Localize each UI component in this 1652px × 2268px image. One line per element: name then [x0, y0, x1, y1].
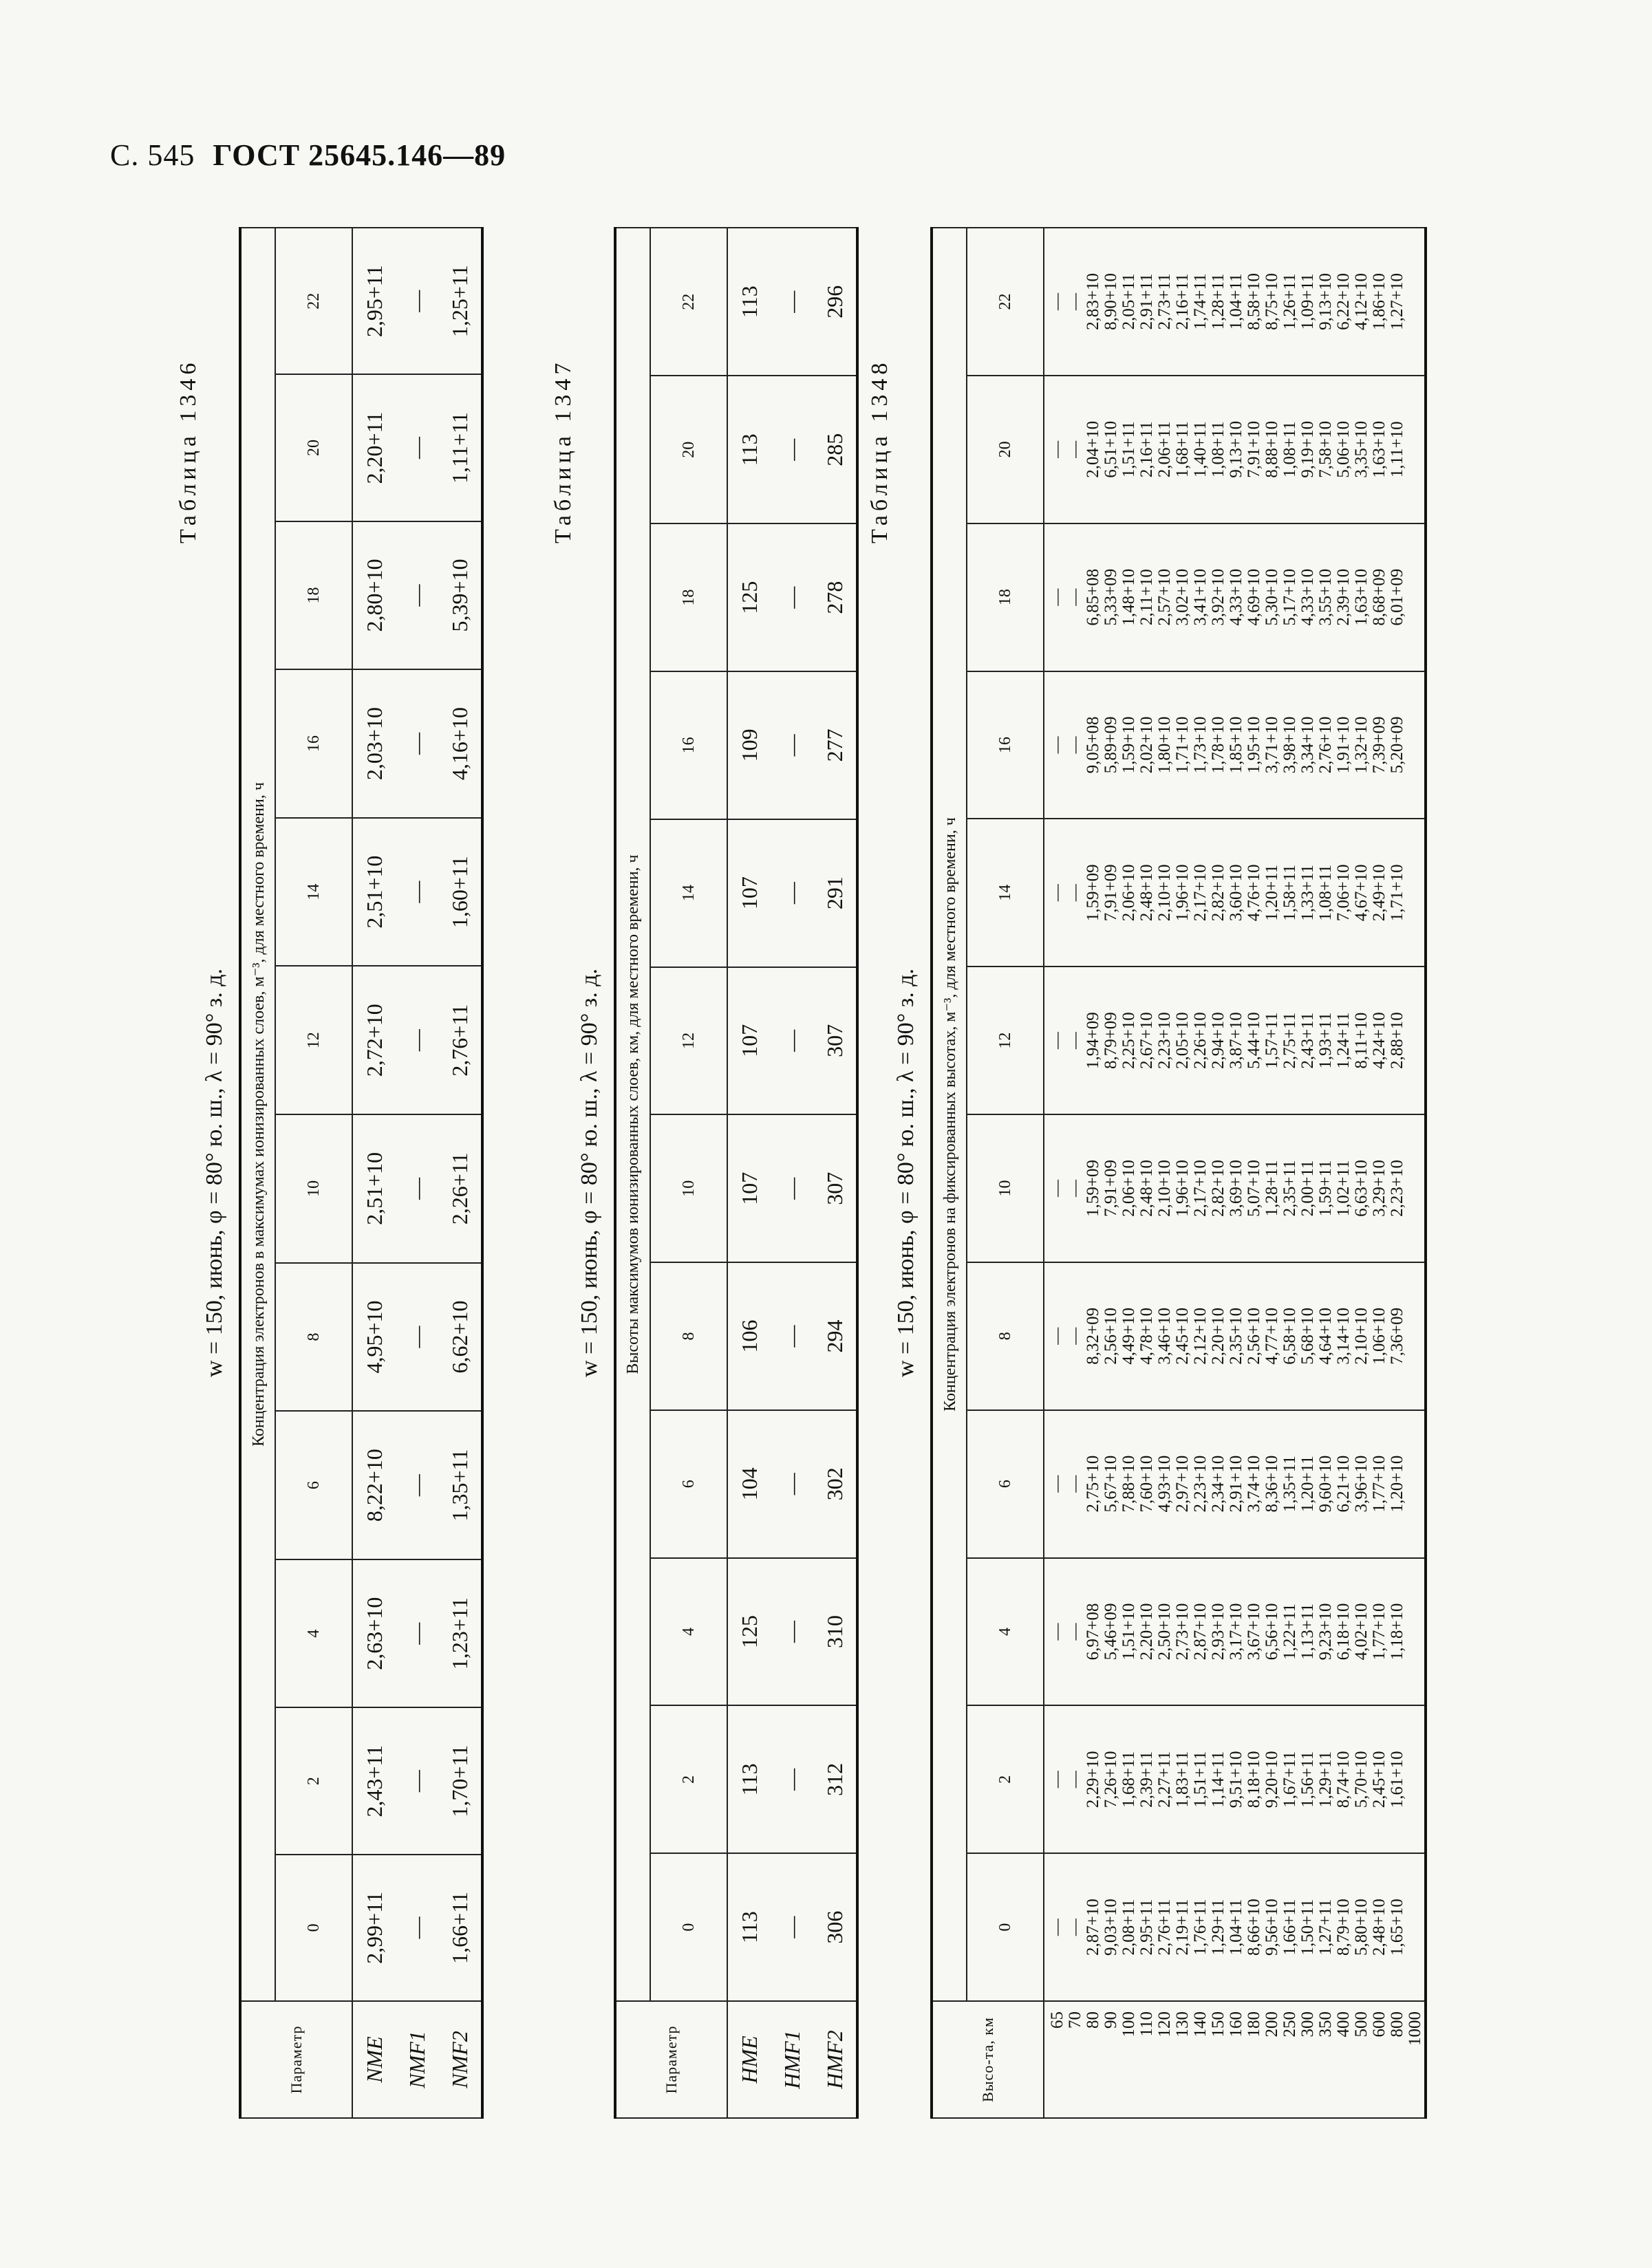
hour-header-20: 20 — [650, 376, 727, 523]
value-cell: — — [771, 376, 813, 523]
value-column-0: — — 2,87+10 9,03+10 2,08+11 2,95+11 2,76+11 2,19+11 1,76+11 1,29+11 1,04+11 8,66+10 9,56+10 1,66+11 1,50+11 1,27+11 8,79+10 5,80+10 2,48+10 1,65+10 — [1044, 1853, 1426, 2001]
param-name: NME — [352, 2001, 396, 2118]
value-cell: 6,62+10 — [438, 1263, 482, 1412]
value-cell: — — [396, 374, 438, 521]
hour-header-0: 0 — [650, 1853, 727, 2001]
value-cell: 109 — [727, 671, 771, 819]
value-cell: 4,95+10 — [352, 1263, 396, 1412]
hour-header-10: 10 — [275, 1114, 352, 1263]
hour-header-20: 20 — [967, 376, 1044, 523]
page-header — [110, 138, 506, 173]
value-cell: 1,60+11 — [438, 818, 482, 966]
value-cell: — — [396, 1855, 438, 2001]
caption-row — [932, 228, 967, 2118]
value-cell: 2,99+11 — [352, 1855, 396, 2001]
table-label: Таблица 1346 — [175, 358, 201, 543]
value-cell: 2,51+10 — [352, 1114, 396, 1263]
param-name: HMF2 — [813, 2001, 857, 2118]
caption-row — [240, 228, 275, 2118]
hour-header-18: 18 — [967, 523, 1044, 671]
value-cell: 2,03+10 — [352, 669, 396, 818]
hour-header-14: 14 — [275, 818, 352, 966]
value-cell: 310 — [813, 1558, 857, 1706]
table-label: Таблица 1347 — [550, 358, 576, 543]
value-cell: 2,63+10 — [352, 1559, 396, 1708]
value-cell: 307 — [813, 1114, 857, 1262]
table-1347-block — [550, 213, 867, 2119]
value-cell: 2,51+10 — [352, 818, 396, 966]
hour-header-16: 16 — [650, 671, 727, 819]
hour-header-8: 8 — [650, 1262, 727, 1410]
value-cell: 2,20+11 — [352, 374, 396, 521]
table-row — [771, 228, 813, 2118]
param-name: HMF1 — [771, 2001, 813, 2118]
value-cell: 2,26+11 — [438, 1114, 482, 1263]
value-cell: 125 — [727, 523, 771, 671]
altitude-header: Высо-та, км — [932, 2001, 1044, 2118]
hour-header-6: 6 — [967, 1410, 1044, 1558]
value-cell: 125 — [727, 1558, 771, 1706]
value-cell: 294 — [813, 1262, 857, 1410]
value-cell: 1,25+11 — [438, 228, 482, 374]
table-1348-block — [867, 213, 1569, 2119]
value-cell: — — [771, 523, 813, 671]
value-column-18: — — 6,85+08 5,33+09 1,48+10 2,11+10 2,57+10 3,02+10 3,41+10 3,92+10 4,33+10 4,69+10 5,30+10 5,17+10 4,33+10 3,55+10 2,39+10 1,63+10 8,68+09 6,01+09 — [1044, 523, 1426, 671]
table-row — [396, 228, 438, 2118]
value-cell: — — [396, 966, 438, 1114]
hour-header-10: 10 — [650, 1114, 727, 1262]
value-cell: 312 — [813, 1705, 857, 1853]
table-row — [813, 228, 857, 2118]
value-cell: 291 — [813, 819, 857, 967]
value-cell: 302 — [813, 1410, 857, 1558]
value-cell: 296 — [813, 228, 857, 376]
hour-header-12: 12 — [275, 966, 352, 1114]
value-cell: 113 — [727, 228, 771, 376]
value-cell: — — [396, 818, 438, 966]
value-cell: — — [771, 1853, 813, 2001]
hour-header-18: 18 — [650, 523, 727, 671]
table-caption: Концентрация электронов на фиксированных высотах, м⁻³, для местного времени, ч — [932, 228, 967, 2001]
hour-header-4: 4 — [650, 1558, 727, 1706]
value-cell: 104 — [727, 1410, 771, 1558]
value-column-2: — — 2,29+10 7,26+10 1,68+11 2,39+11 2,27+11 1,83+11 1,51+11 1,14+11 9,51+10 8,18+10 9,20+10 1,67+11 1,56+11 1,29+11 8,74+10 5,70+10 2,45+10 1,61+10 — [1044, 1705, 1426, 1853]
value-cell: 106 — [727, 1262, 771, 1410]
value-cell: 107 — [727, 1114, 771, 1262]
value-cell: — — [771, 967, 813, 1115]
table-caption: Концентрация электронов в максимумах ионизированных слоев, м⁻³, для местного времени, ч — [240, 228, 275, 2001]
value-cell: 1,70+11 — [438, 1708, 482, 1855]
value-cell: — — [396, 1708, 438, 1855]
value-cell: — — [771, 1262, 813, 1410]
hour-header-0: 0 — [967, 1853, 1044, 2001]
value-cell: 113 — [727, 1853, 771, 2001]
value-cell: — — [396, 1559, 438, 1708]
hour-header-22: 22 — [650, 228, 727, 376]
table-row — [352, 228, 396, 2118]
hour-header-4: 4 — [967, 1558, 1044, 1706]
page-number: С. 545 — [110, 138, 195, 172]
hour-header-6: 6 — [650, 1410, 727, 1558]
hour-header-16: 16 — [967, 671, 1044, 819]
table-label: Таблица 1348 — [867, 358, 892, 543]
value-cell: 113 — [727, 376, 771, 523]
value-cell: 107 — [727, 819, 771, 967]
value-column-4: — — 6,97+08 5,46+09 1,51+10 2,20+10 2,50+10 2,73+10 2,87+10 2,93+10 3,17+10 3,67+10 6,56+10 1,22+11 1,13+11 9,23+10 6,18+10 4,02+10 1,77+10 1,18+10 — [1044, 1558, 1426, 1706]
value-cell: — — [396, 228, 438, 374]
param-name: NMF2 — [438, 2001, 482, 2118]
value-cell: — — [771, 819, 813, 967]
standard-number: ГОСТ 25645.146—89 — [213, 138, 506, 172]
value-column-8: — — 8,32+09 2,56+10 4,49+10 4,78+10 3,46+10 2,45+10 2,12+10 2,20+10 2,35+10 2,56+10 4,77+10 6,58+10 5,68+10 4,64+10 3,14+10 2,10+10 1,06+10 7,36+09 — [1044, 1262, 1426, 1410]
param-header: Параметр — [240, 2001, 352, 2118]
hour-header-2: 2 — [650, 1705, 727, 1853]
value-cell: — — [396, 1263, 438, 1412]
value-cell: 277 — [813, 671, 857, 819]
value-cell: — — [396, 1411, 438, 1559]
value-column-20: — — 2,04+10 6,51+10 1,51+11 2,16+11 2,06+11 1,68+11 1,40+11 1,08+11 9,13+10 7,91+10 8,88+10 1,08+11 9,19+10 7,58+10 5,06+10 3,35+10 1,63+10 1,11+10 — [1044, 376, 1426, 523]
table-caption: Высоты максимумов ионизированных слоев, км, для местного времени, ч — [615, 228, 650, 2001]
hour-header-8: 8 — [275, 1263, 352, 1412]
hours-row — [650, 228, 727, 2118]
hour-header-14: 14 — [967, 819, 1044, 966]
value-cell: — — [771, 671, 813, 819]
value-column-10: — — 1,59+09 7,91+09 2,06+10 2,48+10 2,10+10 1,96+10 2,17+10 2,82+10 3,69+10 5,07+10 1,28+11 2,35+11 2,00+11 1,59+11 1,02+11 6,63+10 3,29+10 2,23+10 — [1044, 1114, 1426, 1262]
data-row — [1044, 228, 1426, 2118]
hour-header-22: 22 — [275, 228, 352, 374]
hour-header-20: 20 — [275, 374, 352, 521]
value-cell: — — [771, 1558, 813, 1706]
table-row — [727, 228, 771, 2118]
value-cell: 5,39+10 — [438, 521, 482, 670]
table-1347 — [614, 227, 859, 2119]
hours-row — [967, 228, 1044, 2118]
caption-row — [615, 228, 650, 2118]
hour-header-12: 12 — [650, 967, 727, 1115]
value-cell: 306 — [813, 1853, 857, 2001]
table-row — [438, 228, 482, 2118]
value-cell: 2,43+11 — [352, 1708, 396, 1855]
value-cell: — — [771, 228, 813, 376]
hour-header-12: 12 — [967, 966, 1044, 1114]
value-cell: — — [771, 1410, 813, 1558]
hour-header-6: 6 — [275, 1411, 352, 1559]
hour-header-2: 2 — [275, 1708, 352, 1855]
table-title: w = 150, июнь, φ = 80° ю. ш., λ = 90° з. д. — [893, 969, 919, 1377]
hour-header-18: 18 — [275, 521, 352, 670]
value-column-12: — — 1,94+09 8,79+09 2,25+10 2,67+10 2,23+10 2,05+10 2,26+10 2,94+10 3,87+10 5,44+10 1,57+11 2,75+11 2,43+11 1,93+11 1,24+11 8,11+10 4,24+10 2,88+10 — [1044, 966, 1426, 1114]
hour-header-2: 2 — [967, 1705, 1044, 1853]
value-column-14: — — 1,59+09 7,91+09 2,06+10 2,48+10 2,10+10 1,96+10 2,17+10 2,82+10 3,60+10 4,76+10 1,20+11 1,58+11 1,33+11 1,08+11 7,06+10 4,67+10 2,49+10 1,71+10 — [1044, 819, 1426, 966]
value-cell: — — [396, 669, 438, 818]
value-cell: 2,76+11 — [438, 966, 482, 1114]
value-column-16: — — 9,05+08 5,89+09 1,59+10 2,02+10 1,80+10 1,71+10 1,73+10 1,78+10 1,85+10 1,95+10 3,71+10 3,98+10 3,34+10 2,76+10 1,91+10 1,32+10 7,39+09 5,20+09 — [1044, 671, 1426, 819]
value-cell: 1,66+11 — [438, 1855, 482, 2001]
altitude-list: 65 70 80 90 100 110 120 130 140 150 160 180 200 250 300 350 400 500 600 800 1000 — [1044, 2001, 1426, 2118]
hour-header-4: 4 — [275, 1559, 352, 1708]
value-cell: 113 — [727, 1705, 771, 1853]
value-cell: — — [771, 1705, 813, 1853]
value-cell: 285 — [813, 376, 857, 523]
value-cell: 1,35+11 — [438, 1411, 482, 1559]
value-cell: 2,95+11 — [352, 228, 396, 374]
table-1346-block — [175, 213, 472, 2119]
param-header: Параметр — [615, 2001, 727, 2118]
value-cell: 307 — [813, 967, 857, 1115]
value-cell: 4,16+10 — [438, 669, 482, 818]
hours-row — [275, 228, 352, 2118]
hour-header-8: 8 — [967, 1262, 1044, 1410]
value-cell: 2,72+10 — [352, 966, 396, 1114]
value-cell: — — [396, 1114, 438, 1263]
value-column-22: — — 2,83+10 8,90+10 2,05+11 2,91+11 2,73+11 2,16+11 1,74+11 1,28+11 1,04+11 8,58+10 8,75+10 1,26+11 1,09+11 9,13+10 6,22+10 4,12+10 1,86+10 1,27+10 — [1044, 228, 1426, 376]
value-column-6: — — 2,75+10 5,67+10 7,88+10 7,60+10 4,93+10 2,97+10 2,23+10 2,34+10 2,91+10 3,74+10 8,36+10 1,35+11 1,20+11 9,60+10 6,21+10 3,96+10 1,77+10 1,20+10 — [1044, 1410, 1426, 1558]
value-cell: 8,22+10 — [352, 1411, 396, 1559]
value-cell: 278 — [813, 523, 857, 671]
value-cell: 107 — [727, 967, 771, 1115]
table-1348 — [930, 227, 1427, 2119]
value-cell: 2,80+10 — [352, 521, 396, 670]
hour-header-10: 10 — [967, 1114, 1044, 1262]
hour-header-16: 16 — [275, 669, 352, 818]
table-title: w = 150, июнь, φ = 80° ю. ш., λ = 90° з. д. — [577, 969, 602, 1377]
value-cell: — — [396, 521, 438, 670]
hour-header-14: 14 — [650, 819, 727, 967]
value-cell: 1,11+11 — [438, 374, 482, 521]
value-cell: 1,23+11 — [438, 1559, 482, 1708]
value-cell: — — [771, 1114, 813, 1262]
table-1346 — [239, 227, 484, 2119]
table-title: w = 150, июнь, φ = 80° ю. ш., λ = 90° з. д. — [202, 969, 227, 1377]
hour-header-22: 22 — [967, 228, 1044, 376]
param-name: NMF1 — [396, 2001, 438, 2118]
hour-header-0: 0 — [275, 1855, 352, 2001]
param-name: HME — [727, 2001, 771, 2118]
